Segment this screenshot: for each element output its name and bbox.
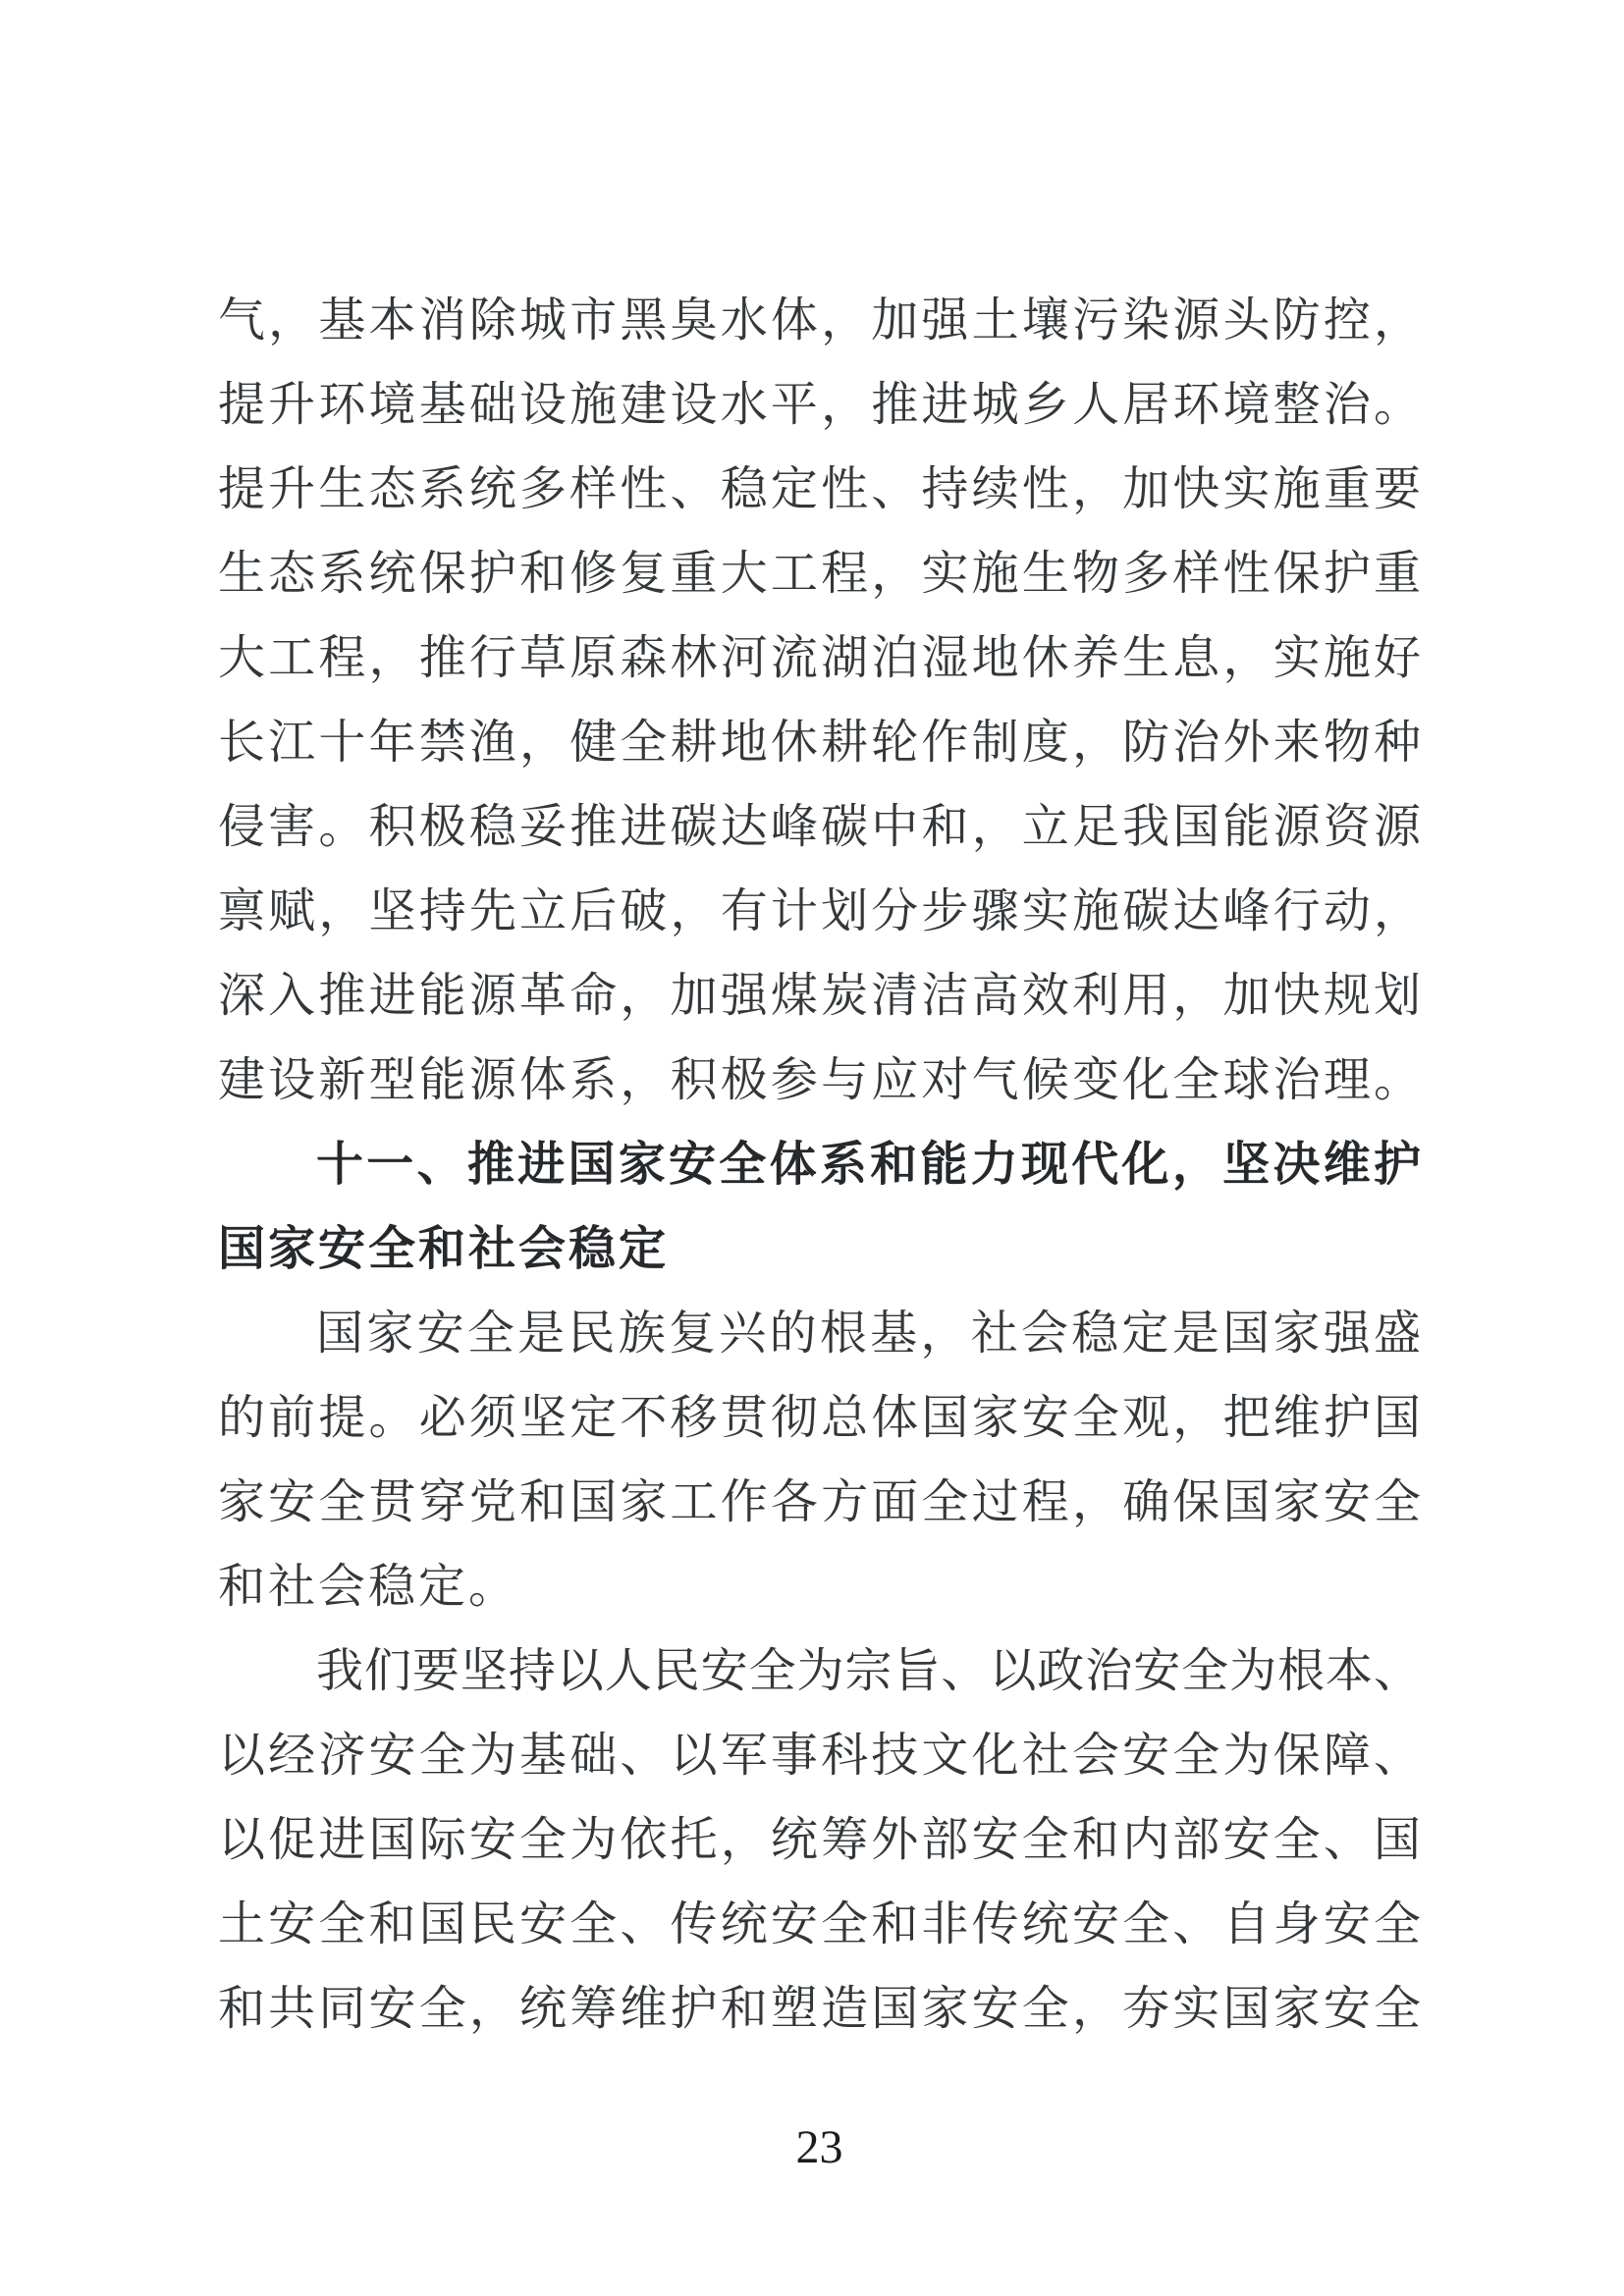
body-line: 的前提。必须坚定不移贯彻总体国家安全观，把维护国	[218, 1392, 1421, 1444]
body-line: 提升环境基础设施建设水平，推进城乡人居环境整治。	[218, 379, 1421, 431]
body-line: 提升生态系统多样性、稳定性、持续性，加快实施重要	[218, 463, 1421, 515]
body-line: 以促进国际安全为依托，统筹外部安全和内部安全、国	[218, 1814, 1421, 1866]
body-line: 和共同安全，统筹维护和塑造国家安全，夯实国家安全	[218, 1983, 1421, 2035]
body-line: 侵害。积极稳妥推进碳达峰碳中和，立足我国能源资源	[218, 801, 1421, 853]
body-line: 家安全贯穿党和国家工作各方面全过程，确保国家安全	[218, 1476, 1421, 1528]
page-footer	[218, 2120, 1421, 2175]
heading-line: 国家安全和社会稳定	[218, 1223, 670, 1275]
body-line: 气，基本消除城市黑臭水体，加强土壤污染源头防控，	[218, 294, 1421, 347]
body-line: 土安全和国民安全、传统安全和非传统安全、自身安全	[218, 1898, 1421, 1950]
body-line: 国家安全是民族复兴的根基，社会稳定是国家强盛	[316, 1308, 1421, 1360]
page-number: 23	[795, 2121, 843, 2173]
document-body	[218, 279, 1421, 2052]
body-line: 生态系统保护和修复重大工程，实施生物多样性保护重	[218, 548, 1421, 600]
body-line: 大工程，推行草原森林河流湖泊湿地休养生息，实施好	[218, 632, 1421, 684]
body-line: 和社会稳定。	[218, 1561, 519, 1613]
body-line: 禀赋，坚持先立后破，有计划分步骤实施碳达峰行动，	[218, 885, 1421, 937]
body-line: 长江十年禁渔，健全耕地休耕轮作制度，防治外来物种	[218, 717, 1421, 769]
heading-line: 十一、推进国家安全体系和能力现代化，坚决维护	[316, 1139, 1421, 1191]
body-line: 以经济安全为基础、以军事科技文化社会安全为保障、	[218, 1730, 1421, 1782]
body-line: 建设新型能源体系，积极参与应对气候变化全球治理。	[218, 1054, 1421, 1106]
body-line: 我们要坚持以人民安全为宗旨、以政治安全为根本、	[316, 1645, 1421, 1697]
body-line: 深入推进能源革命，加强煤炭清洁高效利用，加快规划	[218, 970, 1421, 1022]
